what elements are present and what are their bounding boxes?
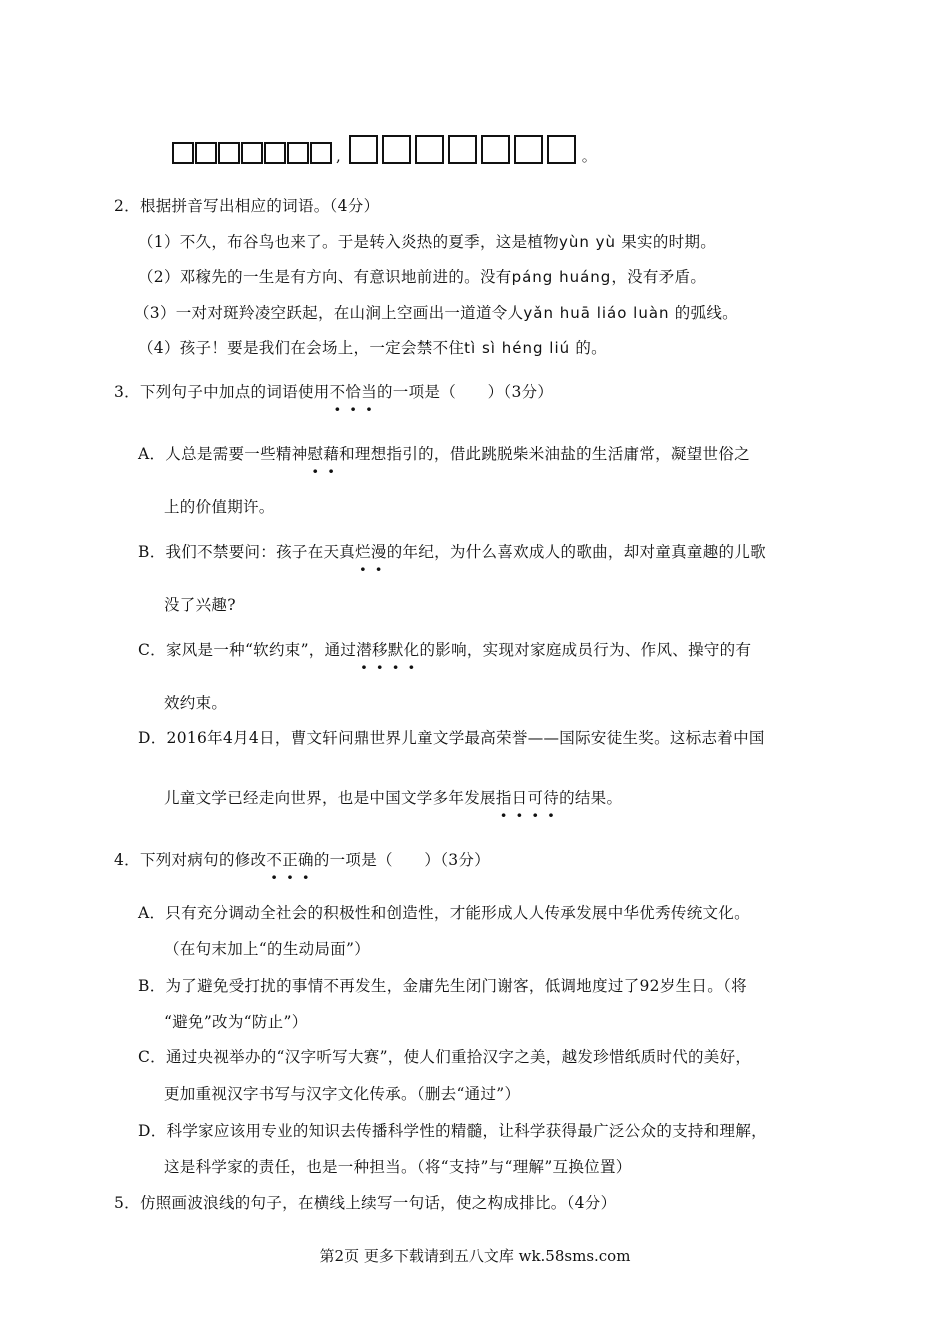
pinyin: tì sì héng liú (464, 339, 571, 357)
answer-box[interactable] (415, 135, 444, 164)
q3-b-pre: B．我们不禁要问：孩子在天真 (138, 543, 356, 561)
page-footer: 第2页 更多下载请到五八文库 wk.58sms.com (319, 1247, 631, 1265)
q2-item-4-post: 的。 (570, 339, 607, 357)
q3-stem (114, 382, 553, 402)
q4-option-c: C．通过央视举办的“汉字听写大赛”，使人们重拾汉字之美，越发珍惜纸质时代的美好， (138, 1048, 752, 1066)
answer-box[interactable] (481, 135, 510, 164)
q3-option-b-line2: 没了兴趣? (164, 596, 236, 614)
q2-stem: 2．根据拼音写出相应的词语。（4分） (114, 197, 380, 215)
dotted-char: 当 (361, 383, 377, 401)
answer-box-group-1 (172, 142, 333, 164)
q3-option-a-line2: 上的价值期许。 (164, 498, 275, 516)
answer-box[interactable] (547, 135, 576, 164)
dotted-char: 不 (266, 851, 283, 869)
q4-option-c-line2: 更加重视汉字书写与汉字文化传承。（删去“通过”） (164, 1085, 521, 1103)
dotted-char: 不 (329, 383, 346, 401)
dotted-char: 正 (282, 851, 298, 869)
q2-item-1 (138, 232, 716, 252)
q5-stem: 5．仿照画波浪线的句子，在横线上续写一句话，使之构成排比。（4分） (114, 1194, 617, 1212)
answer-boxes (172, 130, 597, 164)
answer-box[interactable] (241, 142, 263, 164)
dotted-char: 化 (403, 641, 420, 659)
q3-option-b (138, 542, 766, 562)
q4-option-d: D．科学家应该用专业的知识去传播科学性的精髓，让科学获得最广泛公众的支持和理解， (138, 1122, 767, 1140)
dotted-char: 恰 (345, 383, 362, 401)
q4-option-d-line2: 这是科学家的责任，也是一种担当。（将“支持”与“理解”互换位置） (164, 1158, 632, 1176)
q2-item-4 (138, 338, 607, 358)
answer-box[interactable] (382, 135, 411, 164)
dotted-char: 默 (387, 641, 404, 659)
q3-option-c (138, 640, 751, 660)
q3-a-post: 和理想指引的，借此跳脱柴米油盐的生活庸常，凝望世俗之 (339, 445, 750, 463)
q2-item-4-pre: （4）孩子！要是我们在会场上，一定会禁不住 (138, 339, 465, 357)
dotted-char: 漫 (370, 543, 387, 561)
q4-option-b: B．为了避免受打扰的事情不再发生，金庸先生闭门谢客，低调地度过了92岁生日。（将 (138, 977, 747, 995)
dotted-char: 指 (495, 789, 512, 807)
dotted-char: 藉 (323, 445, 340, 463)
comma: , (336, 147, 341, 165)
q3-a-pre: A．人总是需要一些精神 (138, 445, 308, 463)
answer-box[interactable] (514, 135, 543, 164)
answer-box[interactable] (349, 135, 378, 164)
q2-item-2-post: ，没有矛盾。 (611, 268, 707, 286)
q2-item-2-pre: （2）邓稼先的一生是有方向、有意识地前进的。没有 (138, 268, 512, 286)
answer-box[interactable] (264, 142, 286, 164)
q4-stem (114, 850, 490, 870)
pinyin: páng huáng (511, 268, 612, 286)
q3-d-pre: 儿童文学已经走向世界，也是中国文学多年发展 (164, 789, 496, 807)
dotted-char: 移 (372, 641, 388, 659)
dotted-char: 日 (511, 789, 528, 807)
q2-item-2 (138, 267, 706, 287)
q4-stem-pre: 4．下列对病句的修改 (114, 851, 267, 869)
pinyin: yǎn huā liáo luàn (523, 304, 670, 322)
dotted-char: 潜 (356, 641, 373, 659)
dotted-char: 可 (527, 789, 544, 807)
q3-c-post: 的影响，实现对家庭成员行为、作风、操守的有 (419, 641, 752, 659)
q3-c-pre: C．家风是一种“软约束”，通过 (138, 641, 357, 659)
answer-box[interactable] (310, 142, 332, 164)
answer-box-group-2 (349, 135, 580, 164)
answer-box[interactable] (287, 142, 309, 164)
pinyin: yùn yù (558, 233, 617, 251)
q3-option-a (138, 444, 750, 464)
q3-d-post: 的结果。 (559, 789, 623, 807)
period: 。 (581, 147, 597, 165)
answer-box[interactable] (218, 142, 240, 164)
q3-stem-pre: 3．下列句子中加点的词语使用 (114, 383, 330, 401)
q4-option-a-line2: （在句末加上“的生动局面”） (164, 940, 371, 958)
q2-item-3-post: 的弧线。 (669, 304, 738, 322)
answer-box[interactable] (172, 142, 194, 164)
dotted-char: 确 (298, 851, 314, 869)
q4-option-b-line2: “避免”改为“防止”） (164, 1013, 308, 1031)
q2-item-3 (134, 303, 738, 323)
answer-box[interactable] (195, 142, 217, 164)
q3-stem-post: 的一项是（ ）（3分） (377, 383, 554, 401)
dotted-char: 慰 (307, 445, 324, 463)
q2-item-3-pre: （3）一对对斑羚凌空跃起，在山涧上空画出一道道令人 (134, 304, 524, 322)
answer-box[interactable] (448, 135, 477, 164)
q4-stem-post: 的一项是（ ）（3分） (313, 851, 491, 869)
q2-item-1-post: 果实的时期。 (616, 233, 717, 251)
dotted-char: 待 (543, 789, 560, 807)
q3-option-c-line2: 效约束。 (164, 694, 228, 712)
q3-option-d: D．2016年4月4日，曹文轩问鼎世界儿童文学最高荣誉——国际安徒生奖。这标志着中国 (138, 729, 765, 747)
q2-item-1-pre: （1）不久，布谷鸟也来了。于是转入炎热的夏季，这是植物 (138, 233, 559, 251)
dotted-char: 烂 (355, 543, 371, 561)
q3-option-d-line2 (164, 788, 622, 808)
q4-option-a: A．只有充分调动全社会的积极性和创造性，才能形成人人传承发展中华优秀传统文化。 (138, 904, 750, 922)
q3-b-post: 的年纪，为什么喜欢成人的歌曲，却对童真童趣的儿歌 (386, 543, 766, 561)
